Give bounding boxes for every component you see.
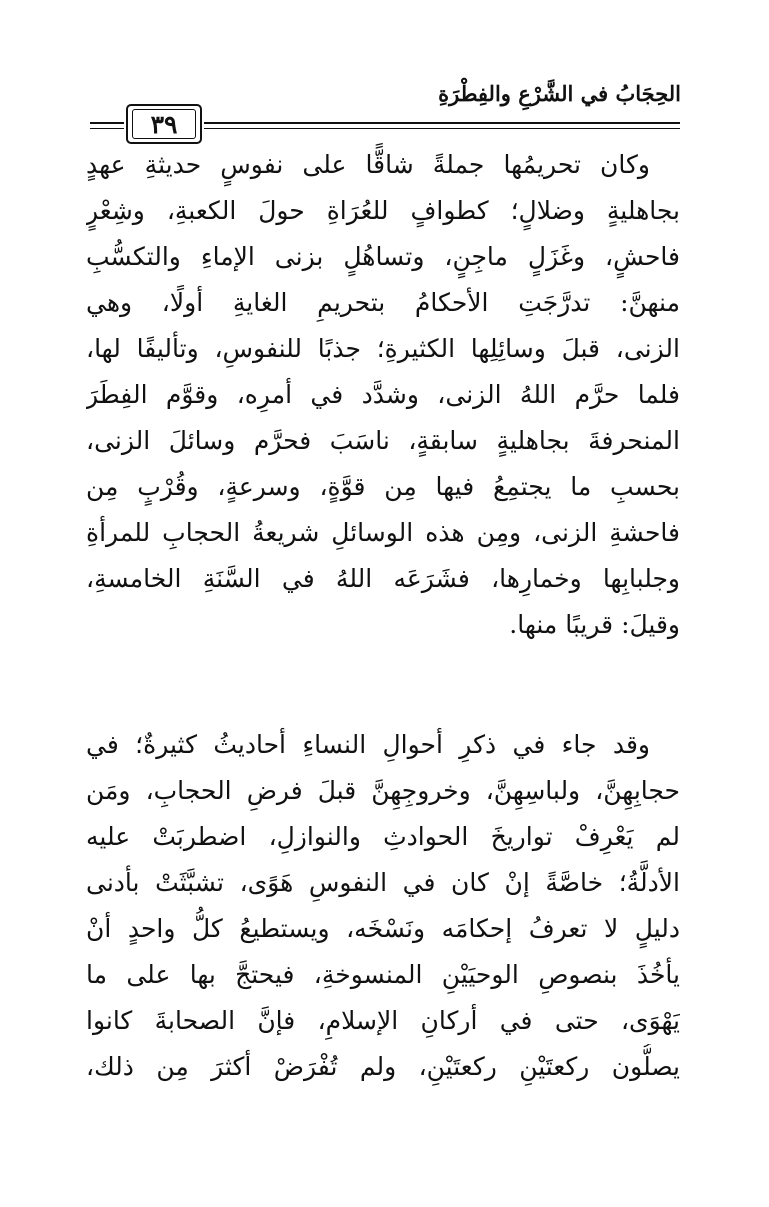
text-line: وجلبابِها وخمارِها، فشَرَعَه اللهُ في السَّنَةِ الخامسةِ، [86,564,680,593]
text-line: وقيلَ: قريبًا منها. [509,610,680,639]
running-header-title: الحِجَابُ في الشَّرْعِ والفِطْرَةِ [438,81,681,106]
text-line: حجابِهِنَّ، ولباسِهِنَّ، وخروجِهِنَّ قبلَ فرضِ الحجابِ، ومَن [86,776,680,805]
paragraph [86,722,680,1090]
text-line: لم يَعْرِفْ تواريخَ الحوادثِ والنوازلِ، اضطربَتْ عليه [86,822,680,851]
text-line: المنحرفةَ بجاهليةٍ سابقةٍ، ناسَبَ فحرَّم وسائلَ الزنى، [86,426,680,455]
text-line: بحسبِ ما يجتمِعُ فيها مِن قوَّةٍ، وسرعةٍ، وقُرْبٍ مِن [86,472,680,501]
text-line: بجاهليةٍ وضلالٍ؛ كطوافٍ للعُرَاةِ حولَ الكعبةِ، وشِعْرٍ [86,196,680,225]
text-line: يأخُذَ بنصوصِ الوحيَيْنِ المنسوخةِ، فيحتجَّ بها على ما [86,960,680,989]
text-line: يَهْوَى، حتى في أركانِ الإسلامِ، فإنَّ الصحابةَ كانوا [86,1006,680,1035]
page-number-frame [126,104,202,144]
text-line: وكان تحريمُها جملةً شاقًّا على نفوسٍ حديثةِ عهدٍ [86,150,650,179]
text-line: منهنَّ: تدرَّجَتِ الأحكامُ بتحريمِ الغايةِ أولًا، وهي [86,288,680,317]
text-line: وقد جاء في ذكرِ أحوالِ النساءِ أحاديثُ كثيرةٌ؛ في [86,730,650,759]
paragraph [86,142,680,648]
header-rule-short [90,122,124,129]
text-line: فلما حرَّم اللهُ الزنى، وشدَّد في أمرِه، وقوَّم الفِطَرَ [86,380,680,409]
text-line: الأدلَّةُ؛ خاصَّةً إنْ كان في النفوسِ هَوًى، تشبَّثَتْ بأدنى [86,868,680,897]
header-rule [204,122,680,129]
text-line: فاحشةِ الزنى، ومِن هذه الوسائلِ شريعةُ الحجابِ للمرأةِ [86,518,680,547]
page-number: ٣٩ [150,110,178,139]
text-line: يصلُّون ركعتَيْنِ ركعتَيْنِ، ولم تُفْرَضْ أكثرَ مِن ذلك، [86,1052,680,1081]
text-line: فاحشٍ، وغَزَلٍ ماجِنٍ، وتساهُلٍ بزنى الإماءِ والتكسُّبِ [86,242,680,271]
text-line: دليلٍ لا تعرفُ إحكامَه ونَسْخَه، ويستطيعُ كلُّ واحدٍ أنْ [86,914,680,943]
text-line: الزنى، قبلَ وسائِلِها الكثيرةِ؛ جذبًا للنفوسِ، وتأليفًا لها، [86,334,680,363]
